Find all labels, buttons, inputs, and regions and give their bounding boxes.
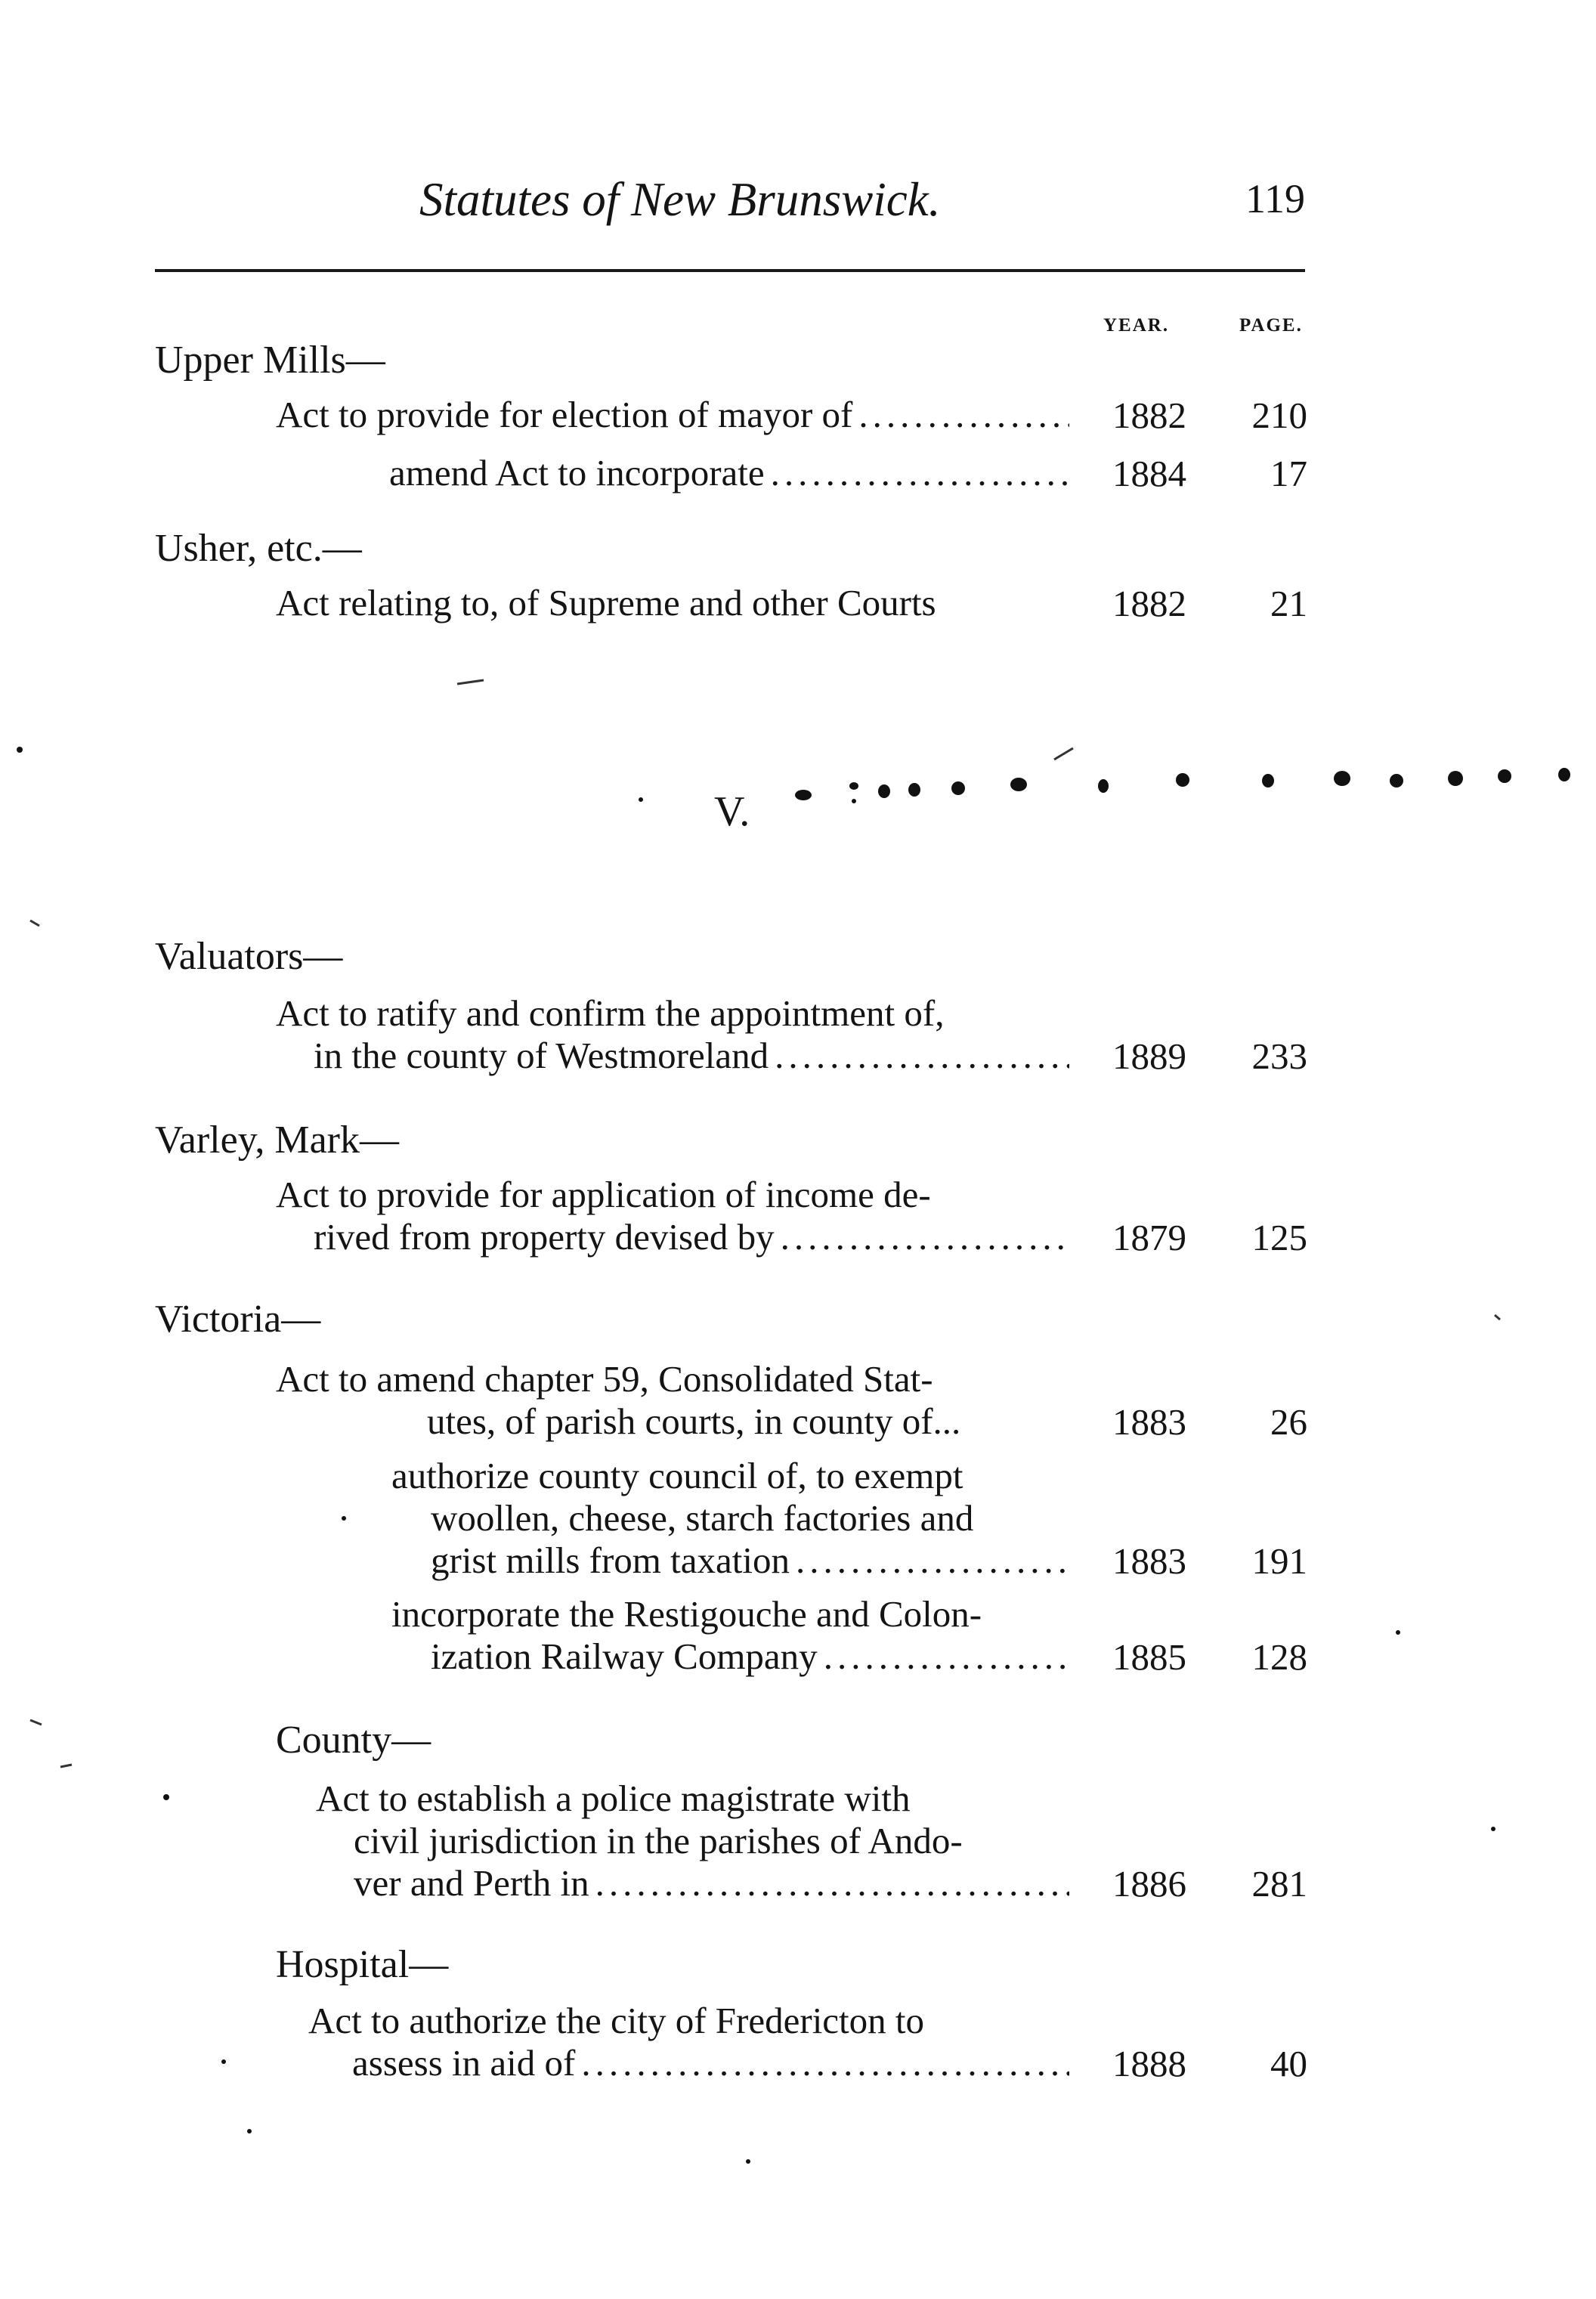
entry-year: 1882 — [1112, 583, 1186, 624]
entry-text: woollen, cheese, starch factories and — [431, 1497, 974, 1539]
entry-varley-1 — [276, 1174, 1069, 1258]
dot-leader — [775, 1035, 1069, 1077]
entry-year: 1882 — [1112, 395, 1186, 436]
header-rule — [155, 269, 1305, 272]
entry-victoria-1 — [276, 1358, 1069, 1443]
entry-page: 26 — [1270, 1401, 1307, 1443]
entry-heading-county: County— — [276, 1719, 431, 1762]
entry-upper-mills-2 — [389, 452, 1069, 494]
entry-text: Act to provide for election of mayor of — [276, 394, 853, 435]
entry-text: Act to establish a police magistrate with — [316, 1778, 911, 1819]
entry-heading-valuators: Valuators— — [155, 935, 343, 978]
entry-heading-upper-mills: Upper Mills— — [155, 339, 385, 382]
entry-heading-victoria: Victoria— — [155, 1298, 321, 1341]
entry-year: 1883 — [1112, 1540, 1186, 1582]
dot-leader — [824, 1635, 1069, 1678]
running-head: Statutes of New Brunswick. — [419, 173, 941, 226]
entry-page: 128 — [1251, 1636, 1307, 1678]
entry-page: 210 — [1251, 395, 1307, 436]
entry-text: grist mills from taxation — [431, 1539, 790, 1581]
entry-text: authorize county council of, to exempt — [391, 1455, 963, 1496]
entry-year: 1885 — [1112, 1636, 1186, 1678]
entry-hospital-1 — [308, 2000, 1069, 2084]
entry-heading-hospital: Hospital— — [276, 1943, 449, 1986]
entry-page: 191 — [1251, 1540, 1307, 1582]
entry-page: 17 — [1270, 453, 1307, 494]
dot-leader — [796, 1539, 1069, 1582]
entry-page: 281 — [1251, 1863, 1307, 1904]
entry-text: ver and Perth in — [354, 1862, 589, 1904]
entry-text: rived from property devised by — [314, 1216, 775, 1258]
entry-valuators-1 — [276, 992, 1069, 1077]
entry-text: ization Railway Company — [431, 1635, 818, 1677]
entry-year: 1886 — [1112, 1863, 1186, 1904]
entry-text: Act to authorize the city of Fredericton to — [308, 2000, 925, 2041]
section-letter: V. — [714, 788, 750, 835]
entry-text: incorporate the Restigouche and Colon- — [391, 1593, 982, 1635]
entry-heading-usher: Usher, etc.— — [155, 527, 362, 570]
entry-text: Act relating to, of Supreme and other Courts — [276, 582, 936, 623]
entry-usher-1 — [276, 582, 1069, 624]
entry-page: 233 — [1251, 1035, 1307, 1077]
dot-leader — [771, 452, 1069, 494]
column-header-year: YEAR. — [1103, 315, 1170, 336]
entry-year: 1879 — [1112, 1217, 1186, 1258]
dot-leader — [781, 1216, 1069, 1258]
entry-page: 21 — [1270, 583, 1307, 624]
entry-heading-varley-mark: Varley, Mark— — [155, 1119, 399, 1162]
entry-year: 1888 — [1112, 2043, 1186, 2084]
entry-text: assess in aid of — [352, 2042, 576, 2084]
dot-leader — [858, 394, 1069, 436]
entry-text: Act to amend chapter 59, Consolidated Stat- — [276, 1358, 933, 1400]
entry-text: civil jurisdiction in the parishes of Ando- — [354, 1820, 963, 1861]
page-number: 119 — [1245, 176, 1305, 221]
column-header-page: PAGE. — [1239, 315, 1303, 336]
entry-year: 1884 — [1112, 453, 1186, 494]
entry-year: 1889 — [1112, 1035, 1186, 1077]
entry-text: in the county of Westmoreland — [314, 1035, 769, 1076]
entry-text: Act to provide for application of income de- — [276, 1174, 931, 1215]
entry-upper-mills-1 — [276, 394, 1069, 436]
entry-page: 125 — [1251, 1217, 1307, 1258]
entry-county-1 — [316, 1778, 1069, 1904]
dot-leader — [581, 2042, 1069, 2084]
dot-leader — [595, 1862, 1069, 1904]
entry-text: utes, of parish courts, in county of... — [427, 1400, 961, 1442]
entry-page: 40 — [1270, 2043, 1307, 2084]
entry-year: 1883 — [1112, 1401, 1186, 1443]
entry-text: amend Act to incorporate — [389, 452, 765, 494]
entry-victoria-3 — [391, 1593, 1069, 1678]
entry-victoria-2 — [391, 1455, 1069, 1582]
entry-text: Act to ratify and confirm the appointment of, — [276, 992, 945, 1034]
